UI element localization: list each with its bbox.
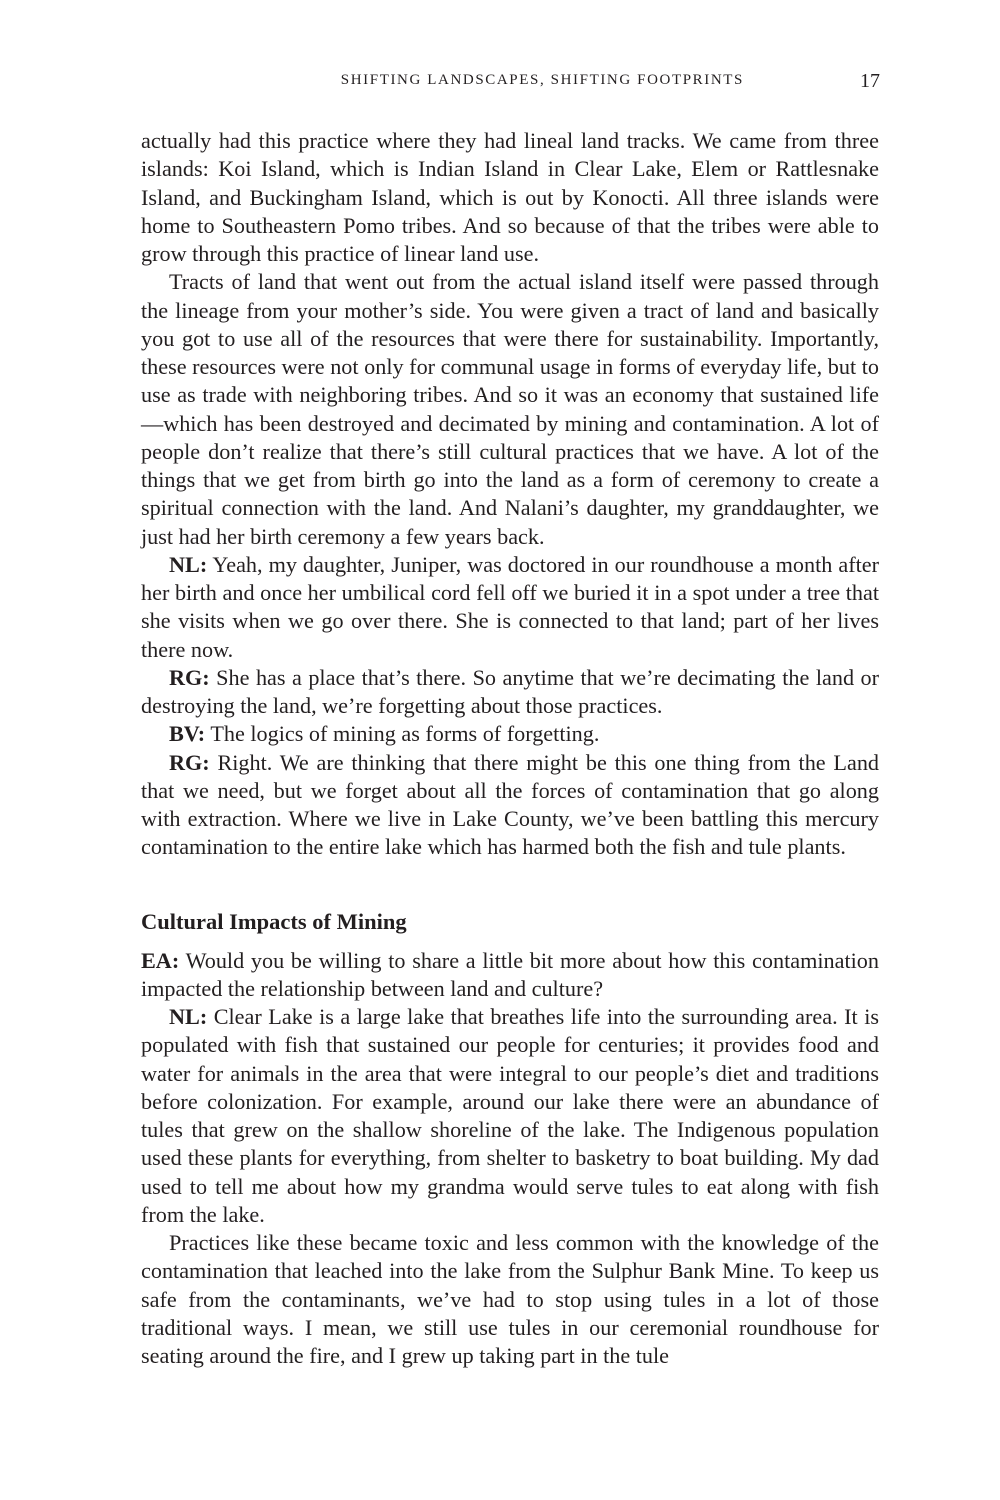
paragraph bbox=[141, 1003, 879, 1229]
speaker-label: BV: bbox=[169, 721, 206, 747]
paragraph-text: Practices like these became toxic and less common with the knowledge of the contamination that leached into the lake from the Sulphur Bank Mine. To keep us safe from the contaminants, we’ve had to stop using tules in a lot of those traditional ways. I mean, we still use tules in our ceremonial roundhouse for seating around the fire, and I grew up taking part in the tule bbox=[141, 1230, 879, 1368]
paragraph-text: Right. We are thinking that there might be this one thing from the Land that we need, but we forget about all the forces of contamination that go along with extraction. Where we live in Lake County, we’ve been battling this mercury contamination to the entire lake which has harmed both the fish and tule plants. bbox=[141, 749, 880, 860]
running-head: SHIFTING LANDSCAPES, SHIFTING FOOTPRINTS bbox=[340, 72, 744, 88]
speaker-label: RG: bbox=[169, 749, 210, 775]
paragraph bbox=[141, 664, 879, 721]
paragraph bbox=[141, 127, 879, 268]
section-heading: Cultural Impacts of Mining bbox=[141, 908, 407, 934]
speaker-label: EA: bbox=[141, 947, 180, 973]
paragraph-text: She has a place that’s there. So anytime that we’re decimating the land or destroying the land, we’re forgetting about those practices. bbox=[141, 664, 880, 718]
paragraph-text: Clear Lake is a large lake that breathes life into the surrounding area. It is populated with fish that sustained our people for centuries; it provides food and water for animals in the area that were integral to our people’s diet and traditions before colonization. For example, around our lake there were an abundance of tules that grew on the shallow shoreline of the lake. The Indigenous population used these plants for everything, from shelter to basketry to boat building. My dad used to tell me about how my grandma would serve tules to eat along with fish from the lake. bbox=[141, 1004, 880, 1227]
paragraph-text: actually had this practice where they had lineal land tracks. We came from three islands: Koi Island, which is Indian Island in Clear Lake, Elem or Rattlesnake Island, and Buckingham Island, which is out by Konocti. All three islands were home to Southeastern Pomo tribes. And so because of that the tribes were able to grow through this practice of linear land use. bbox=[141, 128, 879, 266]
paragraph-text: Would you be willing to share a little bit more about how this contamination impacted the relationship between land and culture? bbox=[141, 947, 879, 1001]
page-number: 17 bbox=[860, 70, 880, 92]
paragraph bbox=[141, 551, 879, 664]
speaker-label: RG: bbox=[169, 664, 210, 690]
paragraph-text: Tracts of land that went out from the actual island itself were passed through the lineage from your mother’s side. You were given a tract of land and basically you got to use all of the resources that were there for sustainability. Importantly, these resources were not only for communal usage in forms of everyday life, but to use as trade with neighboring tribes. And so it was an economy that sustained life—which has been destroyed and decimated by mining and contamination. A lot of people don’t realize that there’s still cultural practices that we have. A lot of the things that we get from birth go into the land as a form of ceremony to create a spiritual connection with the land. And Nalani’s daughter, my granddaughter, we just had her birth ceremony a few years back. bbox=[141, 269, 879, 549]
paragraph bbox=[141, 720, 879, 748]
paragraph bbox=[141, 268, 879, 551]
speaker-label: NL: bbox=[169, 1004, 208, 1029]
paragraph bbox=[141, 749, 879, 862]
body-text bbox=[141, 127, 879, 1370]
paragraph-text: The logics of mining as forms of forgetting. bbox=[210, 721, 600, 747]
paragraph bbox=[141, 947, 879, 1004]
paragraph bbox=[141, 1229, 879, 1370]
speaker-label: NL: bbox=[169, 551, 208, 577]
paragraph-text: Yeah, my daughter, Juniper, was doctored in our roundhouse a month after her birth and once her umbilical cord fell off we buried it in a spot under a tree that she visits when we go over there. She is connected to that land; part of her lives there now. bbox=[141, 551, 879, 662]
